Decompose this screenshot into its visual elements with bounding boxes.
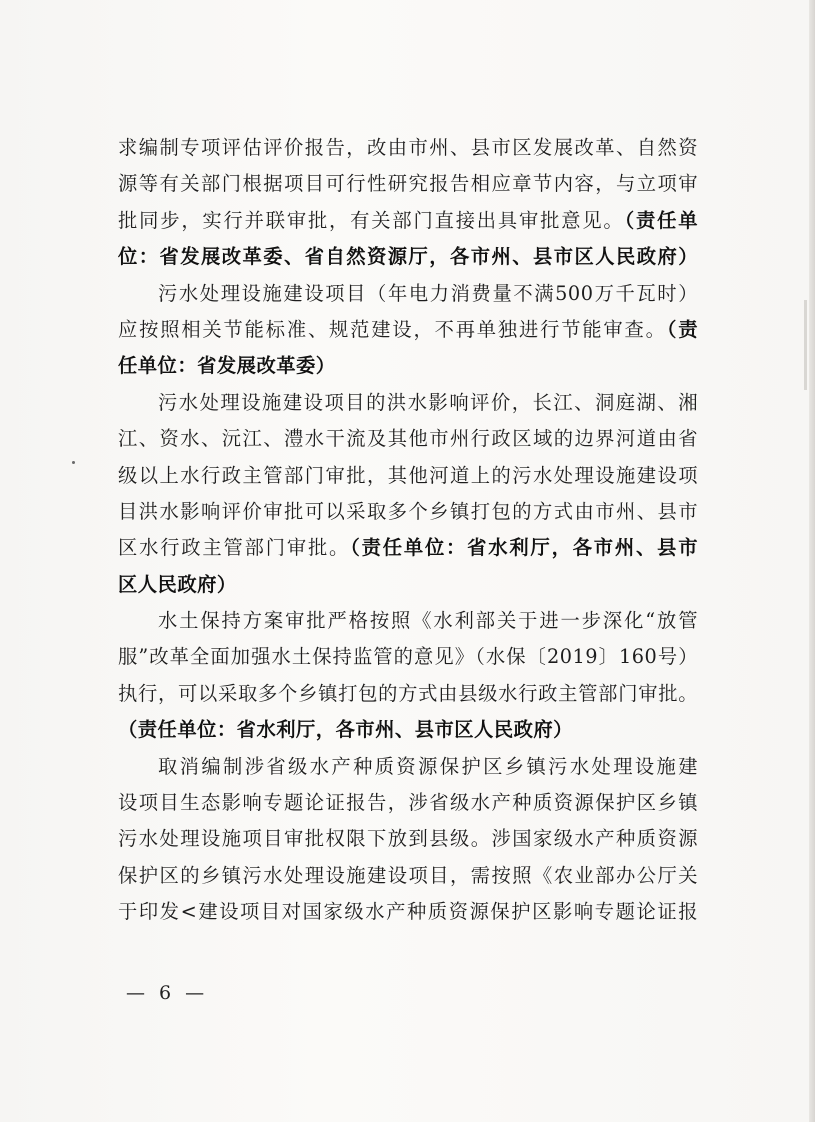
- text-line: 位：省发展改革委、省自然资源厅，各市州、县市区人民政府）: [118, 245, 698, 269]
- text-line: 区人民政府）: [118, 572, 237, 596]
- text-line: 于印发<建设项目对国家级水产种质资源保护区影响专题论证报: [118, 900, 698, 924]
- text-line: 污水处理设施建设项目（年电力消费量不满500万千瓦时）: [158, 281, 698, 305]
- text-line: 服”改革全面加强水土保持监管的意见》（水保〔2019〕160号）: [118, 645, 698, 669]
- page-number: — 6 —: [126, 982, 209, 1004]
- text-line: 级以上水行政主管部门审批，其他河道上的污水处理设施建设项: [118, 463, 698, 487]
- text-line: 污水处理设施建设项目的洪水影响评价，长江、洞庭湖、湘: [158, 390, 698, 414]
- text-line: 求编制专项评估评价报告，改由市州、县市区发展改革、自然资: [118, 136, 698, 159]
- text-line: 保护区的乡镇污水处理设施建设项目，需按照《农业部办公厅关: [118, 863, 698, 887]
- text-line: 源等有关部门根据项目可行性研究报告相应章节内容，与立项审: [118, 172, 698, 196]
- text-line: 执行，可以采取多个乡镇打包的方式由县级水行政主管部门审批。: [118, 681, 698, 705]
- text-line: 江、资水、沅江、澧水干流及其他市州行政区域的边界河道由省: [118, 427, 698, 451]
- text-line: 水土保持方案审批严格按照《水利部关于进一步深化“放管: [158, 609, 698, 633]
- text-line: 区水行政主管部门审批。（责任单位：省水利厅，各市州、县市: [118, 536, 699, 560]
- text-line: 目洪水影响评价审批可以采取多个乡镇打包的方式由市州、县市: [118, 499, 698, 523]
- text-line: 取消编制涉省级水产种质资源保护区乡镇污水处理设施建: [158, 754, 698, 778]
- scan-speck: [72, 461, 75, 464]
- text-line: 任单位：省发展改革委）: [118, 354, 336, 378]
- page-edge: [809, 0, 815, 1122]
- text-line: 批同步，实行并联审批，有关部门直接出具审批意见。（责任单: [118, 208, 699, 232]
- text-line: 设项目生态影响专题论证报告，涉省级水产种质资源保护区乡镇: [118, 791, 698, 815]
- text-line: 污水处理设施项目审批权限下放到县级。涉国家级水产种质资源: [118, 827, 698, 851]
- text-line: （责任单位：省水利厅，各市州、县市区人民政府）: [118, 718, 573, 742]
- paper-crease: [804, 300, 807, 390]
- document-body: [118, 130, 698, 931]
- text-line: 应按照相关节能标准、规范建设，不再单独进行节能审查。（责: [118, 317, 699, 341]
